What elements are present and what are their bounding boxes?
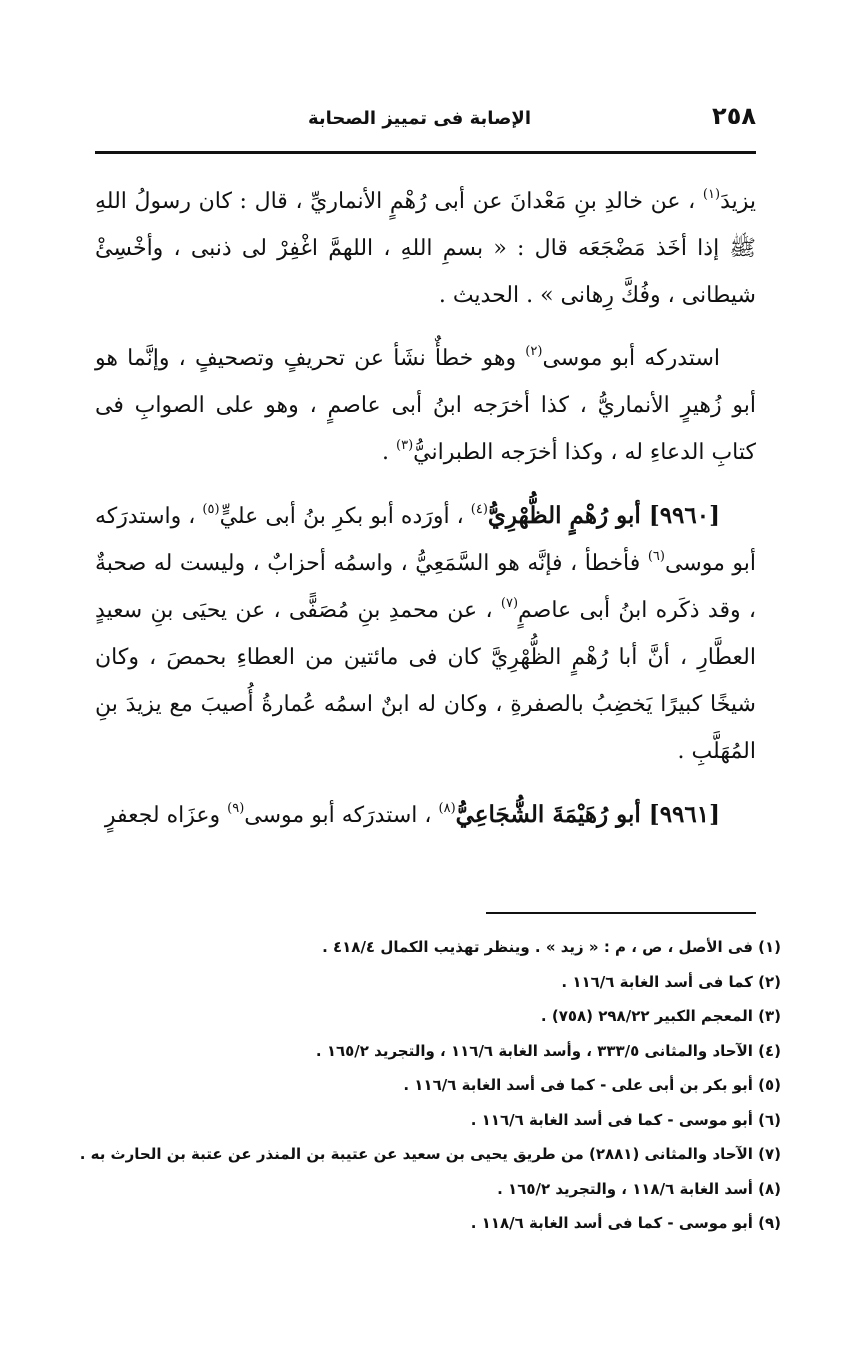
text-run: .	[382, 440, 397, 465]
text-run: ، واستدرَكه أبو موسى	[95, 504, 757, 576]
page-header	[95, 100, 756, 140]
paragraph-commentary	[95, 335, 756, 476]
footnote-ref: (٩)	[227, 801, 245, 816]
footnote-9: (٩) أبو موسى - كما فى أسد الغابة ١١٨/٦ .	[470, 1214, 781, 1232]
main-text	[95, 178, 756, 855]
paragraph-hadith	[95, 178, 756, 319]
text-run: استدركه أبو موسى	[542, 346, 720, 371]
footnote-1: (١) فى الأصل ، ص ، م : « زيد » . وينظر تهذيب الكمال ٤١٨/٤ .	[322, 938, 781, 956]
header-rule	[95, 151, 756, 154]
footnote-2: (٢) كما فى أسد الغابة ١١٦/٦ .	[561, 972, 781, 991]
footnote-ref: (٥)	[202, 502, 220, 517]
entry-9960	[95, 492, 756, 775]
text-run: وهو خطأٌ نشَأ عن تحريفٍ وتصحيفٍ ، وإنَّما هو أبو زُهيرٍ الأنماريُّ ، كذا أخرَجه ابنُ أبى عاصمٍ ، وهو على الصوابِ فى كتابِ الدعاءِ له ، وكذا أخرَجه الطبرانيُّ	[95, 346, 756, 465]
footnote-ref: (٤)	[470, 502, 488, 517]
footnote-3: (٣) المعجم الكبير ٢٩٨/٢٢ (٧٥٨) .	[540, 1007, 781, 1025]
running-title: الإصابة فى تمييز الصحابة	[308, 108, 531, 129]
text-run: فأخطأ ، فإنَّه هو السَّمَعِيُّ ، واسمُه أحزابٌ ، وليست له صحبةٌ ، وقد ذكَره ابنُ أبى عاصمٍ	[95, 551, 757, 623]
text-run: ، عن خالدِ بنِ مَعْدانَ عن أبى رُهْمٍ الأنماريِّ ، قال : كان رسولُ اللهِ ﷺ إذا أخَذ مَضْجَعَه قال : « بسمِ اللهِ ، اللهمَّ اغْفِرْ لى ذنبى ، وأخْسِئْ شيطانى ، وفُكَّ رِهانى » . الحديث .	[95, 189, 756, 308]
footnote-ref: (٧)	[500, 596, 519, 611]
footnote-ref: (٣)	[396, 438, 414, 453]
text-run: ، أورَده أبو بكرِ بنُ أبى عليٍّ	[219, 504, 471, 529]
footnote-7: (٧) الآحاد والمثانى (٢٨٨١) من طريق يحيى بن سعيد عن عتيبة بن المنذر عن عتبة بن الحارث به .	[79, 1145, 781, 1163]
text-run: وعزَاه لجعفرٍ	[104, 803, 228, 828]
footnote-ref: (١)	[702, 187, 721, 202]
footnote-8: (٨) أسد الغابة ١١٨/٦ ، والتجريد ١٦٥/٢ .	[497, 1179, 781, 1198]
entry-heading: [٩٩٦١] أبو رُهَيْمَةَ الشُّجَاعِيُّ	[455, 801, 720, 828]
footnote-5: (٥) أبو بكر بن أبى على - كما فى أسد الغابة ١١٦/٦ .	[403, 1076, 781, 1094]
text-run: ، استدرَكه أبو موسى	[244, 803, 439, 828]
page-number: ٢٥٨	[712, 102, 756, 130]
entry-9961	[95, 791, 756, 839]
entry-heading: [٩٩٦٠] أبو رُهْمٍ الظُّهْرِيُّ	[487, 502, 721, 529]
footnote-ref: (٦)	[647, 549, 665, 564]
footnotes	[55, 930, 781, 1241]
footnote-6: (٦) أبو موسى - كما فى أسد الغابة ١١٦/٦ .	[470, 1110, 781, 1129]
footnote-ref: (٨)	[438, 801, 456, 816]
footnote-ref: (٢)	[525, 344, 543, 359]
footnote-rule	[486, 912, 756, 914]
text-run: ، عن محمدِ بنِ مُصَفًّى ، عن يحيَى بنِ سعيدٍ العطَّارِ ، أنَّ أبا رُهْمٍ الظُّهْرِيَّ كان فى مائتين من العطاءِ بحمصَ ، وكان شيخًا كبيرًا يَخضِبُ بالصفرةِ ، وكان له ابنٌ اسمُه عُمارةُ أُصيبَ مع يزيدَ بنِ المُهَلَّبِ .	[95, 598, 756, 764]
footnote-4: (٤) الآحاد والمثانى ٣٣٣/٥ ، وأسد الغابة ١١٦/٦ ، والتجريد ١٦٥/٢ .	[315, 1041, 781, 1060]
text-run: يزيدَ	[720, 189, 756, 214]
